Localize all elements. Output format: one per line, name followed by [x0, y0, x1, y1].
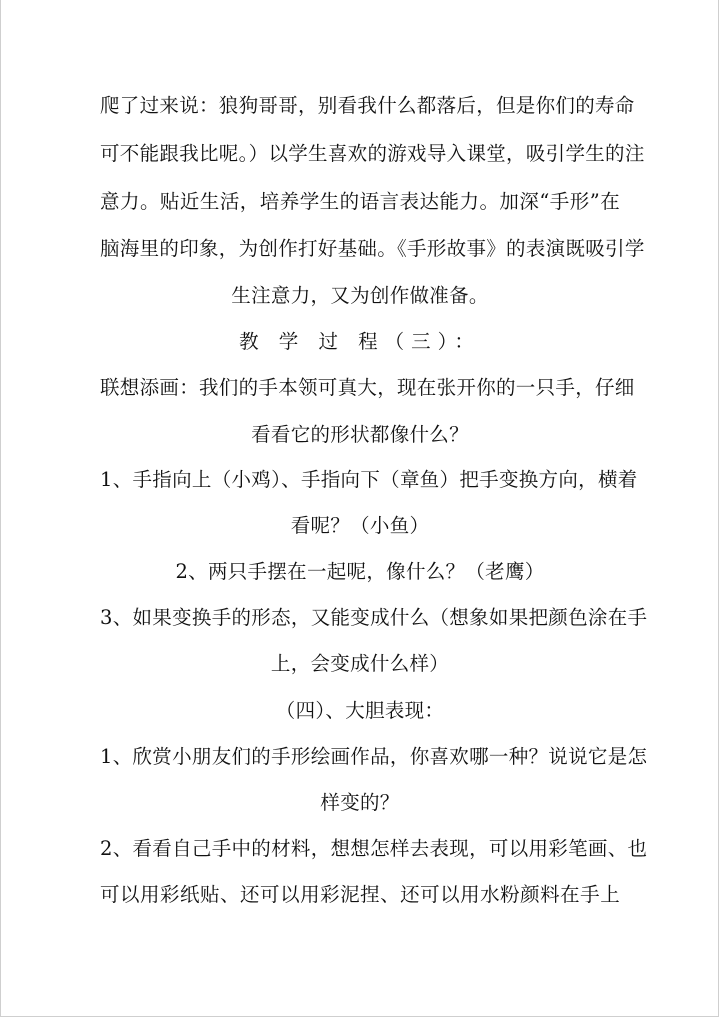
list-item: 样变的？	[320, 791, 400, 814]
list-item: 看呢？（小鱼）	[290, 514, 430, 537]
paragraph-line: 联想添画：我们的手本领可真大，现在张开你的一只手，仔细	[100, 376, 635, 399]
list-item: 2、两只手摆在一起呢，像什么？（老鹰）	[175, 560, 545, 583]
list-item: 1、欣赏小朋友们的手形绘画作品，你喜欢哪一种？说说它是怎	[100, 745, 648, 768]
paragraph-line: 脑海里的印象，为创作打好基础。《手形故事》的表演既吸引学	[100, 237, 645, 260]
list-item: 2、看看自己手中的材料，想想怎样去表现，可以用彩笔画、也	[100, 837, 648, 860]
list-item: 3、如果变换手的形态，又能变成什么（想象如果把颜色涂在手	[100, 606, 648, 629]
section-heading: 教 学 过 程（三）：	[239, 330, 481, 353]
paragraph-line: 生注意力，又为创作做准备。	[231, 284, 489, 307]
list-item: 可以用彩纸贴、还可以用彩泥捏、还可以用水粉颜料在手上	[100, 883, 620, 906]
paragraph-line: 意力。贴近生活，培养学生的语言表达能力。加深“手形”在	[100, 190, 620, 213]
paragraph-line: 可不能跟我比呢。）以学生喜欢的游戏导入课堂，吸引学生的注	[100, 142, 645, 165]
list-item: 1、手指向上（小鸡）、手指向下（章鱼）把手变换方向，横着	[100, 468, 638, 491]
list-item: 上，会变成什么样）	[270, 652, 450, 675]
section-heading: （四）、大胆表现：	[275, 699, 445, 722]
paragraph-line: 爬了过来说：狼狗哥哥，别看我什么都落后，但是你们的寿命	[100, 94, 635, 117]
paragraph-line: 看看它的形状都像什么？	[251, 423, 469, 446]
